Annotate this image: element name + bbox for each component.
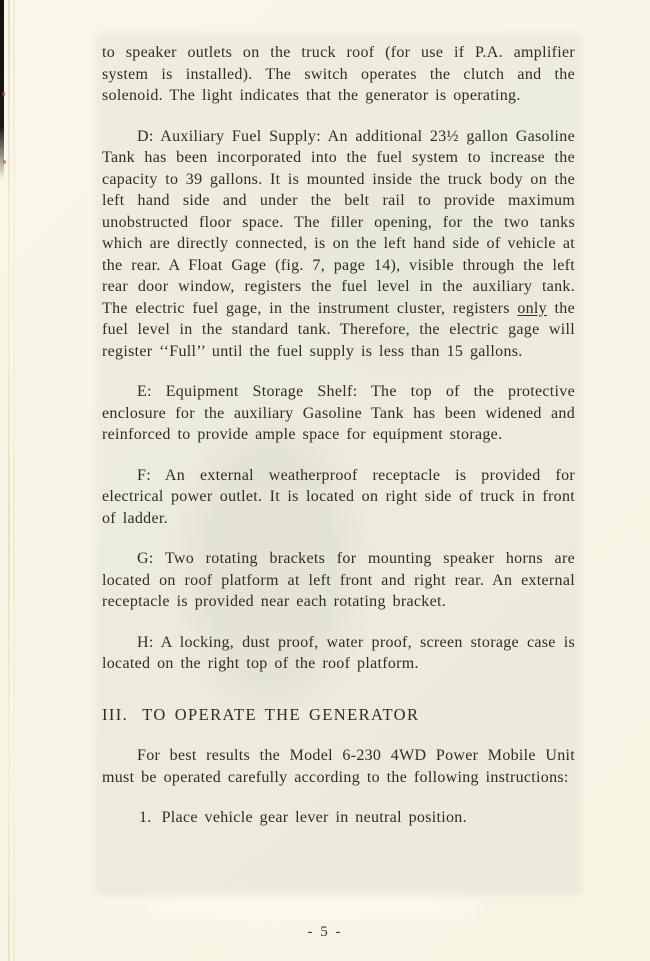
scan-artifact bbox=[2, 92, 5, 96]
paragraph-continuation: to speaker outlets on the truck roof (for use if P.A. amplifier system is installed). The switch operates the clutch and the solenoid. The light indicates that the generator is operating. bbox=[102, 44, 575, 104]
page-crease bbox=[8, 0, 10, 961]
paragraph-item-d bbox=[102, 126, 575, 363]
page-number: - 5 - bbox=[307, 924, 343, 940]
showthrough-ghost bbox=[140, 896, 480, 922]
paragraph-item-f: F: An external weatherproof receptacle is provided for electrical power outlet. It is located on right side of truck in front of ladder. bbox=[102, 466, 575, 527]
section-numeral: III. bbox=[102, 704, 129, 724]
item-d-text-after-underline: the fuel level in the standard tank. Therefore, the electric gage will register ‘‘Full’’ until the fuel supply is less than 15 gallons. bbox=[102, 299, 575, 360]
instruction-text: Place vehicle gear lever in neutral position. bbox=[161, 809, 467, 826]
paragraph-item-g: G: Two rotating brackets for mounting speaker horns are located on roof platform at left front and right rear. An external receptacle is provided near each rotating bracket. bbox=[102, 550, 575, 610]
item-d-text-before-underline: D: Auxiliary Fuel Supply: An additional 23½ gallon Gasoline Tank has been incorporated into the fuel system to increase the capacity to 39 gallons. It is mounted inside the truck body on the left hand side and under the belt rail to provide maximum unobstructed floor space. The filler opening, for the two tanks which are directly connected, is on the left hand side of vehicle at the rear. A Float Gage (fig. 7, page 14), visible through the left rear door window, registers the fuel level in the auxiliary tank. The electric fuel gage, in the instrument cluster, registers bbox=[102, 127, 575, 317]
text-block bbox=[102, 42, 575, 829]
instruction-item bbox=[102, 807, 575, 829]
paragraph-item-e: E: Equipment Storage Shelf: The top of the protective enclosure for the auxiliary Gasoline Tank has been widened and reinforced to provide ample space for equipment storage. bbox=[102, 383, 575, 443]
paragraph-item-h: H: A locking, dust proof, water proof, screen storage case is located on the right top of the roof platform. bbox=[102, 633, 575, 672]
binding-edge bbox=[0, 0, 4, 180]
underlined-word-only: only bbox=[517, 299, 547, 317]
section-title: TO OPERATE THE GENERATOR bbox=[142, 704, 420, 724]
paragraph-section-intro: For best results the Model 6-230 4WD Power Mobile Unit must be operated carefully according to the following instructions: bbox=[102, 747, 575, 786]
instruction-number: 1. bbox=[139, 809, 152, 826]
section-heading bbox=[102, 704, 575, 726]
page-crease bbox=[13, 0, 15, 961]
scan-artifact bbox=[3, 160, 6, 164]
